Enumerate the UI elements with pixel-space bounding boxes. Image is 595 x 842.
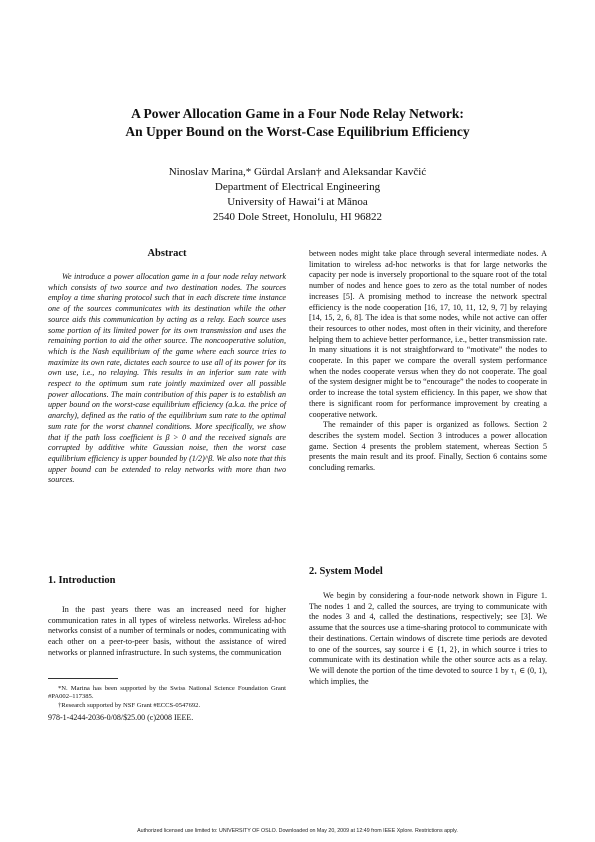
paper-organization-paragraph: The remainder of this paper is organized as follows. Section 2 describes the system model. Section 3 introduces a power allocation game. Section 4 presents the problem statement, whereas Section 5 presents the main result and its proof. Finally, Section 6 contains some concluding remarks. [309,420,547,473]
author-university: University of Hawai‘i at Mānoa [227,196,368,208]
introduction-section [48,575,286,659]
author-department: Department of Electrical Engineering [214,181,381,193]
author-block [40,165,555,225]
footnote-rule [48,678,118,679]
copyright-notice: 978-1-4244-2036-0/08/$25.00 (c)2008 IEEE. [48,713,194,722]
author-address: 2540 Dole Street, Honolulu, HI 96822 [213,211,382,223]
introduction-text: In the past years there was an increased need for higher communication rates in all types of wireless networks. Wireless ad-hoc networks consist of a number of terminals or nodes, communicating with each other on a peer-to-peer basis, without the assistance of wired networks or planned infrastructure. In such systems, the communication [48,605,286,657]
system-model-heading: 2. System Model [309,566,383,577]
title-line-2: An Upper Bound on the Worst-Case Equilibrium Efficiency [125,124,470,139]
abstract-heading: Abstract [147,248,187,259]
abstract-section [48,248,286,486]
footnotes [48,678,286,710]
system-model-text: We begin by considering a four-node network shown in Figure 1. The nodes 1 and 2, called the sources, are trying to communicate with the nodes 3 and 4, called the destinations, respectively; see [3]. We assume that the sources use a time-sharing protocol to communicate with their destinations. Certain windows of discrete time periods are devoted to one of the sources, say source i ∈ {1, 2}, in which source i tries to communicate with its destination while the other source acts as a relay. We will denote the portion of the time devoted to source 1 by τ₁ ∈ (0, 1), which implies, the [309,591,547,686]
right-column-intro-continued [309,249,547,474]
paper-title [40,105,555,141]
footnote-2: †Research supported by NSF Grant #ECCS-0547692. [58,701,201,709]
title-line-1: A Power Allocation Game in a Four Node Relay Network: [131,106,464,121]
introduction-heading: 1. Introduction [48,575,116,586]
system-model-section [309,566,547,687]
authorized-use-footer: Authorized licensed use limited to: UNIVERSITY OF OSLO. Downloaded on May 20, 2009 at 12:49 from IEEE Xplore. Restrictions apply. [137,828,458,834]
footnote-1: *N. Marina has been supported by the Swiss National Science Foundation Grant #PA002–117385. [48,685,286,701]
author-names: Ninoslav Marina,* Gürdal Arslan† and Aleksandar Kavčić [168,166,427,178]
abstract-text: We introduce a power allocation game in a four node relay network which consists of two source and two destination nodes. The sources employ a time sharing protocol such that in each discrete time instance one of the sources communicates with its destination while the other source aids this communication by acting as a relay. Each source uses some portion of its limited power for its own transmission and uses the remaining portion to aid the other source. The noncooperative solution, which is the Nash equilibrium of the game where each source tries to maximize its own rate, dictates each source to use all of its power for its own use, i.e., no relaying. This results in an inferior sum rate with respect to the optimum sum rate jointly maximized over all possible power allocations. The main contribution of this paper is to establish an upper bound on the worst-case equilibrium efficiency (a.k.a. the price of anarchy), defined as the ratio of the equilibrium sum rate to the optimal sum rate for the worst channel conditions. More specifically, we show that if the path loss coefficient is β > 0 and the received signals are corrupted by additive white Gaussian noise, then the worst case equilibrium efficiency is upper bounded by (1/2)^β. We also note that this upper bound can be extended to relay networks with more than two sources. [48,272,286,485]
intro-continued-paragraph: between nodes might take place through several intermediate nodes. A limitation to wireless ad-hoc networks is that for large networks the capacity per node is inversely proportional to the square root of the total number of nodes and hence goes to zero as the total number of nodes increases [5]. A promising method to increase the network spectral efficiency is the node cooperation [16, 17, 10, 11, 12, 9, 7] by relaying [14, 15, 2, 6, 8]. The idea is that some nodes, while not active can offer their resources to other nodes, most often in their vicinity, and therefore helping them to achieve better performance, i.e., better transmission rate. In many situations it is not straightforward to “motivate” the nodes to cooperate. In this paper we compare the overall system performance when the nodes cooperate versus when they do not cooperate. The goal of the system designer might be to “encourage” the nodes to cooperate in order to increase the total system efficiency. In this paper, we show that there is significant room for performance improvement by creating a cooperative network. [309,249,547,419]
